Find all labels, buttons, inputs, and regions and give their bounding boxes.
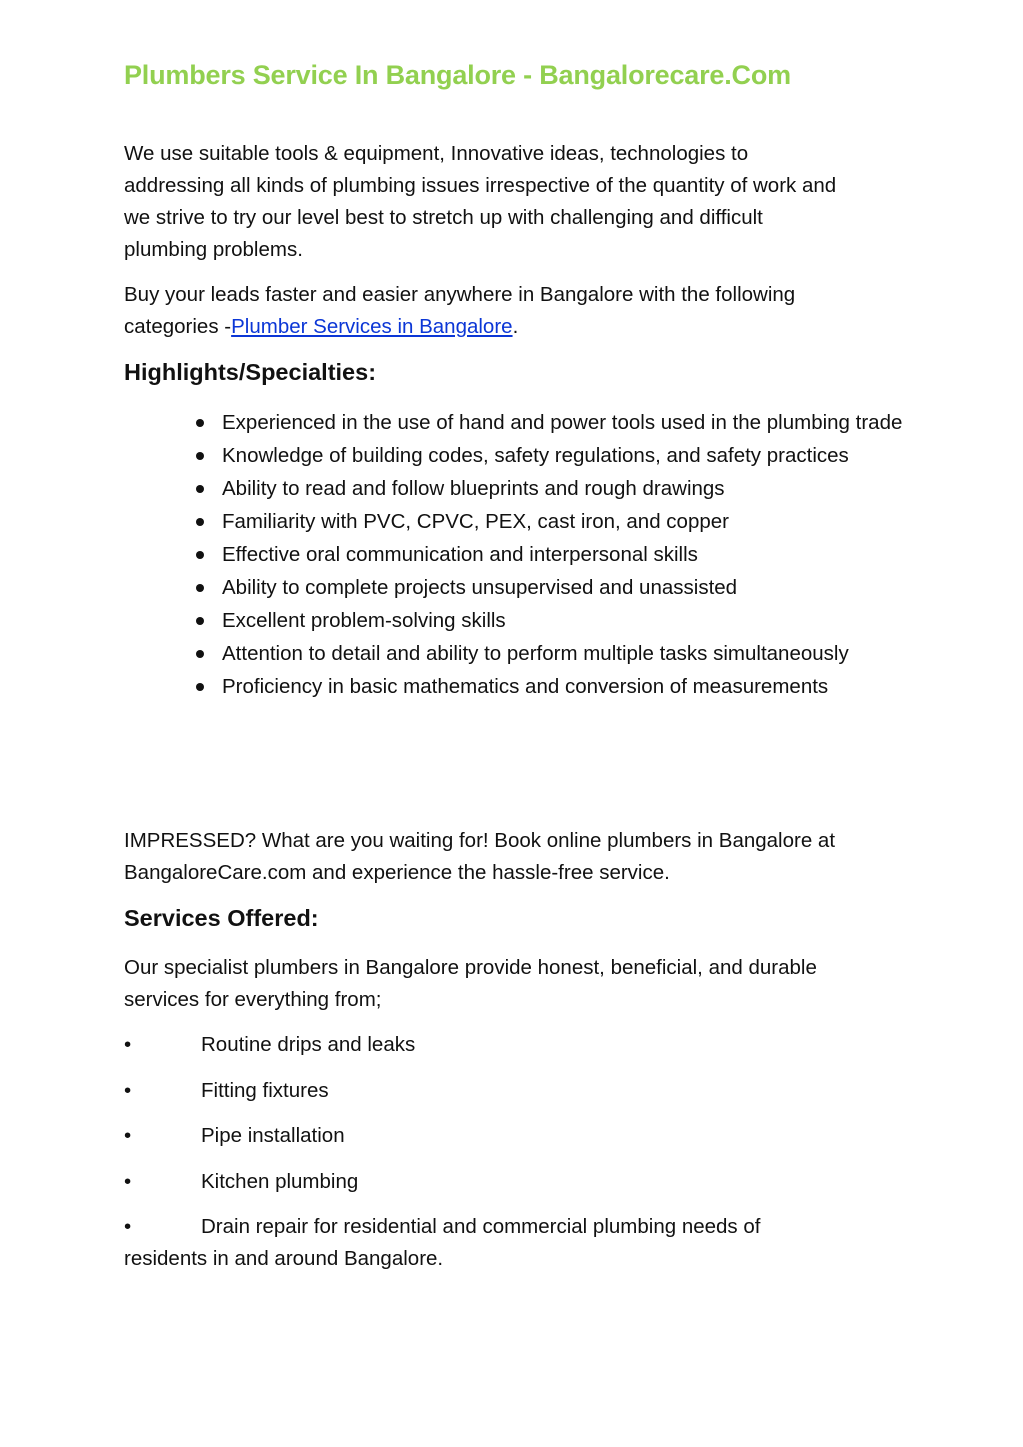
highlight-text: Ability to complete projects unsupervised and unassisted (222, 576, 738, 599)
highlight-text: Ability to read and follow blueprints and rough drawings (222, 477, 725, 500)
bullet-icon: • (124, 1079, 132, 1102)
impressed-paragraph (124, 825, 914, 889)
highlight-text: Attention to detail and ability to perform multiple tasks simultaneously (222, 642, 849, 665)
service-item-last (124, 1211, 914, 1275)
impressed-line: IMPRESSED? What are you waiting for! Book online plumbers in Bangalore at (124, 829, 836, 852)
impressed-line: BangaloreCare.com and experience the hassle-free service. (124, 861, 670, 884)
service-text: Kitchen plumbing (201, 1170, 359, 1193)
bullet-icon (196, 518, 204, 526)
leads-line: Buy your leads faster and easier anywhere in Bangalore with the following (124, 283, 796, 306)
leads-suffix: . (512, 315, 519, 338)
bullet-icon: • (124, 1124, 132, 1147)
highlight-item (124, 407, 914, 439)
bullet-icon: • (124, 1215, 132, 1238)
highlight-text: Effective oral communication and interpersonal skills (222, 543, 698, 566)
bullet-icon (196, 485, 204, 493)
highlights-heading: Highlights/Specialties: (124, 359, 377, 385)
highlight-item (124, 539, 914, 571)
page-title: Plumbers Service In Bangalore - Bangalorecare.Com (124, 60, 791, 90)
highlights-list (124, 407, 914, 704)
highlight-item (124, 572, 914, 604)
intro-line: plumbing problems. (124, 238, 303, 261)
service-text: Fitting fixtures (201, 1079, 329, 1102)
highlight-text: Familiarity with PVC, CPVC, PEX, cast iron, and copper (222, 510, 729, 533)
intro-line: We use suitable tools & equipment, Innovative ideas, technologies to (124, 142, 749, 165)
highlight-item (124, 440, 914, 472)
bullet-icon: • (124, 1170, 132, 1193)
bullet-icon (196, 452, 204, 460)
service-last-line (124, 1211, 914, 1243)
bullet-icon (196, 650, 204, 658)
leads-prefix: categories - (124, 315, 232, 338)
services-intro-line: Our specialist plumbers in Bangalore provide honest, beneficial, and durable (124, 956, 817, 979)
intro-line: we strive to try our level best to stretch up with challenging and difficult (124, 206, 763, 229)
bullet-icon (196, 584, 204, 592)
bullet-icon (196, 419, 204, 427)
highlight-item (124, 473, 914, 505)
bullet-icon (196, 551, 204, 559)
highlight-text: Excellent problem-solving skills (222, 609, 506, 632)
plumber-services-link[interactable]: Plumber Services in Bangalore (231, 315, 513, 338)
highlight-text: Knowledge of building codes, safety regulations, and safety practices (222, 444, 849, 467)
services-intro (124, 952, 914, 1016)
intro-line: addressing all kinds of plumbing issues irrespective of the quantity of work and (124, 174, 837, 197)
highlight-item (124, 638, 914, 670)
leads-line-2 (124, 311, 914, 343)
services-intro-line: services for everything from; (124, 988, 382, 1011)
service-text: Routine drips and leaks (201, 1033, 416, 1056)
highlight-item (124, 605, 914, 637)
highlight-item (124, 506, 914, 538)
highlight-text: Proficiency in basic mathematics and conversion of measurements (222, 675, 829, 698)
bullet-icon (196, 617, 204, 625)
intro-paragraph (124, 138, 914, 266)
services-heading: Services Offered: (124, 905, 319, 931)
service-last-continuation: residents in and around Bangalore. (124, 1247, 444, 1270)
bullet-icon (196, 683, 204, 691)
highlight-item (124, 671, 914, 703)
service-text: Pipe installation (201, 1124, 345, 1147)
leads-paragraph (124, 279, 914, 343)
service-text: Drain repair for residential and commercial plumbing needs of (201, 1215, 761, 1238)
highlight-text: Experienced in the use of hand and power tools used in the plumbing trade (222, 411, 903, 434)
bullet-icon: • (124, 1033, 132, 1056)
